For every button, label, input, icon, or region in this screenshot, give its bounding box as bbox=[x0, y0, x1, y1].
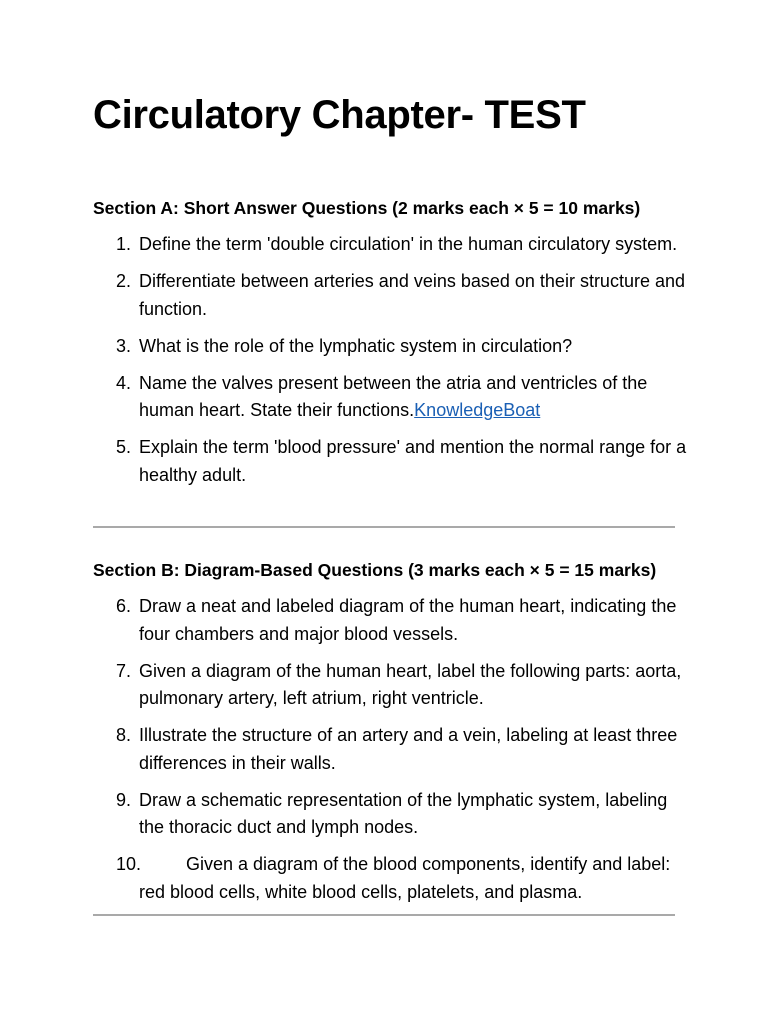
section-b-question-list bbox=[93, 593, 693, 916]
question-text: Illustrate the structure of an artery and a vein, labeling at least three differences in their walls. bbox=[139, 725, 678, 773]
question-number: 4. bbox=[116, 372, 132, 393]
question-item-5 bbox=[93, 434, 693, 489]
question-text: Given a diagram of the human heart, label the following parts: aorta, pulmonary artery, left atrium, right ventricle. bbox=[139, 660, 682, 708]
question-text: Name the valves present between the atria and ventricles of the human heart. State their functions. bbox=[139, 372, 648, 420]
question-item-3 bbox=[93, 333, 693, 361]
question-item-9 bbox=[93, 787, 693, 842]
question-item-10 bbox=[93, 851, 693, 906]
question-number: 2. bbox=[116, 271, 132, 291]
section-divider bbox=[93, 526, 675, 528]
section-a-question-list bbox=[93, 231, 693, 499]
section-b-heading: Section B: Diagram-Based Questions (3 marks each × 5 = 15 marks) bbox=[93, 560, 657, 580]
question-text: Define the term 'double circulation' in the human circulatory system. bbox=[139, 234, 678, 254]
question-number: 6. bbox=[116, 596, 132, 616]
question-number: 1. bbox=[116, 234, 132, 254]
document-title: Circulatory Chapter- TEST bbox=[93, 93, 586, 137]
question-item-6 bbox=[93, 593, 693, 648]
question-item-1 bbox=[93, 231, 693, 259]
knowledgeboat-link[interactable]: KnowledgeBoat bbox=[414, 400, 541, 420]
question-text: Draw a schematic representation of the lymphatic system, labeling the thoracic duct and lymph nodes. bbox=[139, 789, 668, 837]
question-number: 3. bbox=[116, 335, 132, 356]
question-item-8 bbox=[93, 722, 693, 777]
question-text: Given a diagram of the blood components, identify and label: red blood cells, white blood cells, platelets, and plasma. bbox=[139, 854, 671, 902]
question-item-7 bbox=[93, 658, 693, 713]
question-text: Draw a neat and labeled diagram of the human heart, indicating the four chambers and major blood vessels. bbox=[139, 596, 677, 644]
section-a-heading: Section A: Short Answer Questions (2 marks each × 5 = 10 marks) bbox=[93, 198, 641, 218]
question-number: 10. bbox=[116, 854, 142, 874]
question-item-4 bbox=[93, 370, 693, 425]
question-item-2 bbox=[93, 268, 693, 323]
question-text: Differentiate between arteries and veins based on their structure and function. bbox=[139, 271, 685, 319]
question-number: 7. bbox=[116, 660, 132, 681]
question-number: 8. bbox=[116, 725, 132, 745]
question-text: Explain the term 'blood pressure' and mention the normal range for a healthy adult. bbox=[139, 437, 687, 485]
question-number: 5. bbox=[116, 437, 132, 457]
question-text: What is the role of the lymphatic system in circulation? bbox=[139, 335, 573, 356]
section-divider-bottom bbox=[93, 914, 675, 916]
question-number: 9. bbox=[116, 789, 132, 810]
